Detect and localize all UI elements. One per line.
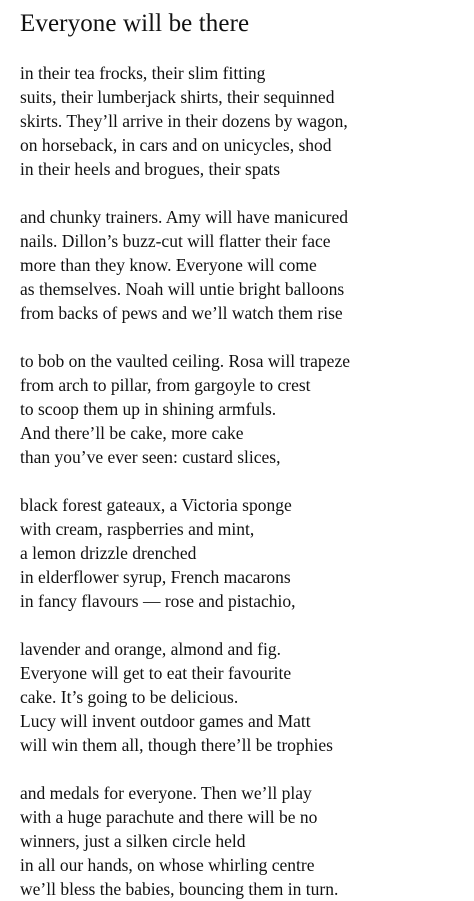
poem-body [20, 61, 470, 901]
poem-line: to scoop them up in shining armfuls. [20, 399, 277, 419]
stanza-1 [20, 61, 470, 181]
poem-line: cake. It’s going to be delicious. [20, 687, 239, 707]
poem-line: with a huge parachute and there will be no [20, 807, 318, 827]
poem-line: lavender and orange, almond and fig. [20, 639, 281, 659]
poem-line: as themselves. Noah will untie bright balloons [20, 279, 345, 299]
poem-line: in all our hands, on whose whirling centre [20, 855, 315, 875]
poem-line: and chunky trainers. Amy will have manicured [20, 207, 349, 227]
stanza-2 [20, 205, 470, 325]
poem-line: and medals for everyone. Then we’ll play [20, 783, 312, 803]
poem-line: in fancy flavours — rose and pistachio, [20, 591, 296, 611]
stanza-5 [20, 637, 470, 757]
stanza-3 [20, 349, 470, 469]
poem-line: suits, their lumberjack shirts, their sequinned [20, 87, 335, 107]
poem-line: more than they know. Everyone will come [20, 255, 317, 275]
poem-line: on horseback, in cars and on unicycles, shod [20, 135, 332, 155]
poem-line: Lucy will invent outdoor games and Matt [20, 711, 311, 731]
poem-title: Everyone will be there [20, 10, 250, 37]
poem-line: from backs of pews and we’ll watch them rise [20, 303, 343, 323]
poem-line: we’ll bless the babies, bouncing them in turn. [20, 879, 339, 899]
poem-line: in their tea frocks, their slim fitting [20, 63, 266, 83]
stanza-4 [20, 493, 470, 613]
stanza-6 [20, 781, 470, 901]
poem-line: than you’ve ever seen: custard slices, [20, 447, 281, 467]
poem-line: And there’ll be cake, more cake [20, 423, 244, 443]
poem-line: from arch to pillar, from gargoyle to crest [20, 375, 311, 395]
poem-line: will win them all, though there’ll be trophies [20, 735, 333, 755]
poem-line: a lemon drizzle drenched [20, 543, 197, 563]
poem-line: black forest gateaux, a Victoria sponge [20, 495, 292, 515]
poem-line: Everyone will get to eat their favourite [20, 663, 292, 683]
poem-line: in elderflower syrup, French macarons [20, 567, 291, 587]
poem-line: nails. Dillon’s buzz-cut will flatter their face [20, 231, 331, 251]
poem-line: in their heels and brogues, their spats [20, 159, 281, 179]
poem-line: skirts. They’ll arrive in their dozens by wagon, [20, 111, 348, 131]
poem-line: with cream, raspberries and mint, [20, 519, 255, 539]
poem-page [20, 0, 470, 901]
poem-line: to bob on the vaulted ceiling. Rosa will trapeze [20, 351, 350, 371]
poem-line: winners, just a silken circle held [20, 831, 246, 851]
